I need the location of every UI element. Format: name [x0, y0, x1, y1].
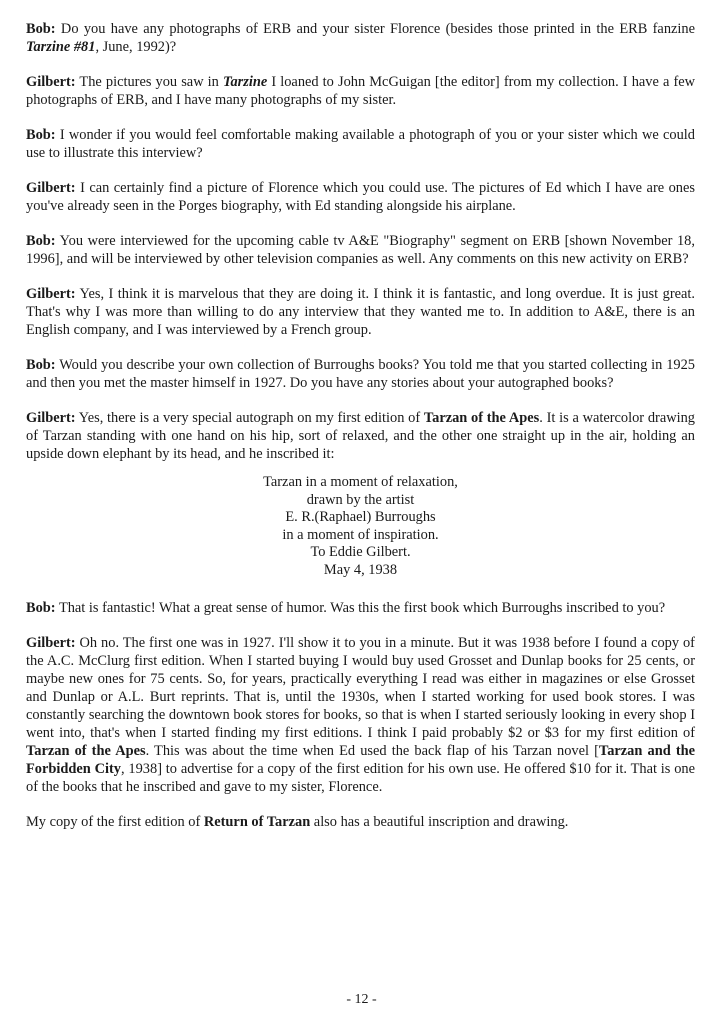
speaker-label: Bob: [26, 21, 56, 37]
magazine-title: Tarzine #81 [26, 39, 96, 55]
paragraph-text: I loaned to John McGuigan [the editor] from my collection. I have a few photographs of ERB, and I have many photographs of my sister. [26, 74, 696, 108]
interview-paragraph [26, 232, 695, 268]
paragraph-text: Yes, I think it is marvelous that they are doing it. I think it is fantastic, and long overdue. It is just great. That's why I was more than willing to do any interview that they wanted me to. In addition to A&E, there is an English company, and I was interviewed by a French group. [26, 286, 695, 338]
book-title: Tarzan and the Forbidden City [26, 743, 696, 777]
speaker-label: Bob: [26, 127, 56, 143]
paragraph-text: You were interviewed for the upcoming cable tv A&E "Biography" segment on ERB [shown November 18, 1996], and will be interviewed by other television companies as well. Any comments on this new activity on ERB? [26, 233, 695, 267]
paragraph-text: I wonder if you would feel comfortable making available a photograph of you or your sister which we could use to illustrate this interview? [26, 127, 695, 161]
interview-paragraph [26, 634, 695, 796]
paragraph-text: I can certainly find a picture of Florence which you could use. The pictures of Ed which I have are ones you've already seen in the Porges biography, with Ed standing alongside his airplane. [26, 180, 695, 214]
speaker-label: Bob: [26, 233, 56, 249]
speaker-label: Bob: [26, 600, 56, 616]
book-title: Return of Tarzan [203, 814, 311, 830]
interview-paragraph [26, 409, 695, 463]
speaker-label: Gilbert: [26, 635, 76, 651]
interview-paragraph [26, 599, 695, 617]
interview-paragraph [26, 285, 695, 339]
speaker-label: Gilbert: [26, 410, 76, 426]
paragraph-text: Do you have any photographs of ERB and your sister Florence (besides those printed in the ERB fanzine [60, 21, 695, 37]
paragraph-text: Oh no. The first one was in 1927. I'll show it to you in a minute. But it was 1938 before I found a copy of the A.C. McClurg first edition. When I started buying I would buy used Grosset and Dunlap books for 25 cents, or maybe new ones for 75 cents. So, for years, practically everything I read was either in magazines or else Grosset and Dunlap or A.L. Burt reprints. That is, until the 1930s, when I started working for used book stores. I was constantly searching the downtown book stores for books, so that is when I started seriously looking in every shop I went into, that's when I started finding my first editions. I think I paid probably $2 or $3 for my first edition of [26, 635, 695, 741]
interview-paragraph [26, 356, 695, 392]
magazine-title: Tarzine [222, 74, 268, 90]
inscription-line: May 4, 1938 [323, 561, 398, 578]
paragraph-text: Yes, there is a very special autograph on my first edition of [78, 410, 424, 426]
page-number: - 12 - [346, 992, 377, 1007]
inscription-line: drawn by the artist [306, 491, 415, 508]
inscription-line: Tarzan in a moment of relaxation, [263, 474, 458, 490]
paragraph-text: My copy of the first edition of [26, 814, 204, 830]
paragraph-text: . It is a watercolor drawing of Tarzan standing with one hand on his hip, sort of relaxed, and the other one straight up in the air, holding an upside down elephant by its head, and he inscribed it: [26, 410, 695, 462]
inscription-line: E. R.(Raphael) Burroughs [285, 509, 436, 525]
speaker-label: Bob: [26, 357, 56, 373]
paragraph-text: That is fantastic! What a great sense of humor. Was this the first book which Burroughs inscribed to you? [58, 600, 666, 616]
paragraph-text: Would you describe your own collection of Burroughs books? You told me that you started collecting in 1925 and then you met the master himself in 1927. Do you have any stories about your autographed books? [26, 357, 696, 391]
interview-paragraph [26, 73, 695, 109]
speaker-label: Gilbert: [26, 286, 76, 302]
paragraph-text: , 1938] to advertise for a copy of the first edition for his own use. He offered $10 for it. That is one of the books that he inscribed and gave to my sister, Florence. [26, 761, 695, 795]
speaker-label: Gilbert: [26, 74, 76, 90]
closing-paragraph [26, 813, 695, 831]
speaker-label: Gilbert: [26, 180, 76, 196]
book-title: Tarzan of the Apes [423, 410, 540, 426]
paragraph-text: also has a beautiful inscription and drawing. [310, 814, 569, 830]
interview-paragraph [26, 179, 695, 215]
interview-paragraph [26, 20, 695, 56]
inscription-line: To Eddie Gilbert. [310, 544, 411, 560]
inscription-line: in a moment of inspiration. [282, 526, 439, 543]
paragraph-text: . This was about the time when Ed used the back flap of his Tarzan novel [ [145, 743, 599, 759]
book-title: Tarzan of the Apes [26, 743, 146, 759]
inscription-block [26, 474, 695, 579]
paragraph-text: , June, 1992)? [95, 39, 177, 55]
paragraph-text: The pictures you saw in [79, 74, 223, 90]
interview-paragraph [26, 126, 695, 162]
